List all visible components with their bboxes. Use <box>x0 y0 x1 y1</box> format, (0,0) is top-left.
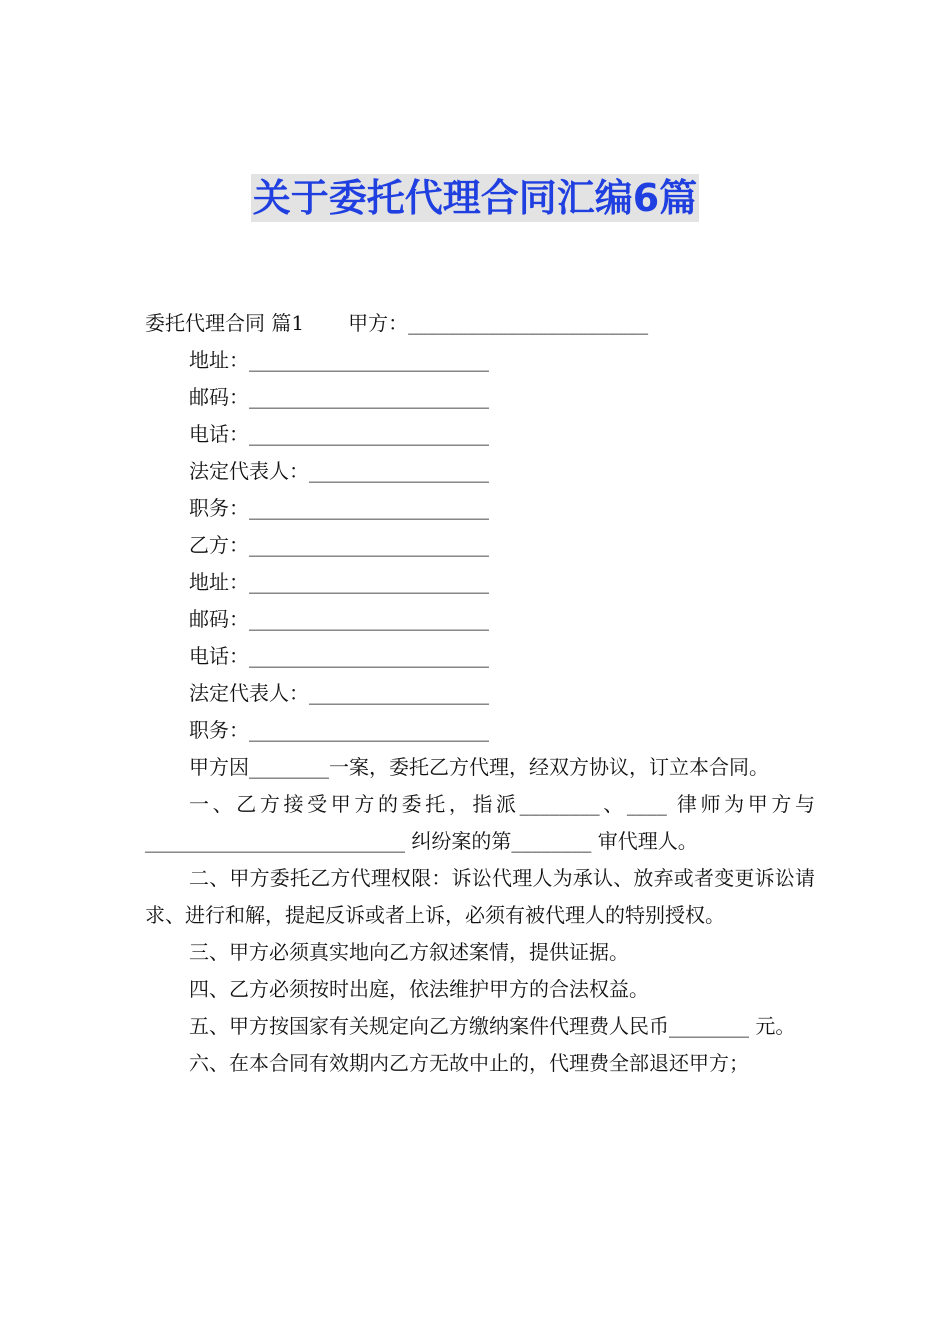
field-line: 电话：________________________ <box>189 422 489 446</box>
field-line: 地址：________________________ <box>189 348 489 372</box>
paragraph: 六、在本合同有效期内乙方无故中止的，代理费全部退还甲方； <box>189 1051 749 1075</box>
field-line: 邮码：________________________ <box>189 607 489 631</box>
paragraph: 一、乙方接受甲方的委托，指派________、____ 律师为甲方与__________________________ 纠纷案的第________ 审代理人。 <box>145 792 815 853</box>
paragraph: 二、甲方委托乙方代理权限：诉讼代理人为承认、放弃或者变更诉讼请求、进行和解，提起反诉或者上诉，必须有被代理人的特别授权。 <box>145 866 815 927</box>
first-line <box>145 305 815 342</box>
field-line: 法定代表人：__________________ <box>189 459 489 483</box>
document-title-wrap <box>0 174 950 222</box>
paragraph: 五、甲方按国家有关规定向乙方缴纳案件代理费人民币________ 元。 <box>189 1014 796 1038</box>
document-body <box>145 305 815 1082</box>
field-line: 职务：________________________ <box>189 718 489 742</box>
field-line: 邮码：________________________ <box>189 385 489 409</box>
field-line: 法定代表人：__________________ <box>189 681 489 705</box>
paragraph: 三、甲方必须真实地向乙方叙述案情，提供证据。 <box>189 940 629 964</box>
field-line: 乙方：________________________ <box>189 533 489 557</box>
paragraph: 四、乙方必须按时出庭，依法维护甲方的合法权益。 <box>189 977 649 1001</box>
field-line: 电话：________________________ <box>189 644 489 668</box>
contract-heading: 委托代理合同 篇1 <box>145 311 305 335</box>
field-line: 地址：________________________ <box>189 570 489 594</box>
party-a-field: 甲方：________________________ <box>348 311 649 335</box>
document-title: 关于委托代理合同汇编6篇 <box>252 176 698 220</box>
field-line: 职务：________________________ <box>189 496 489 520</box>
paragraph: 甲方因________一案，委托乙方代理，经双方协议，订立本合同。 <box>189 755 769 779</box>
